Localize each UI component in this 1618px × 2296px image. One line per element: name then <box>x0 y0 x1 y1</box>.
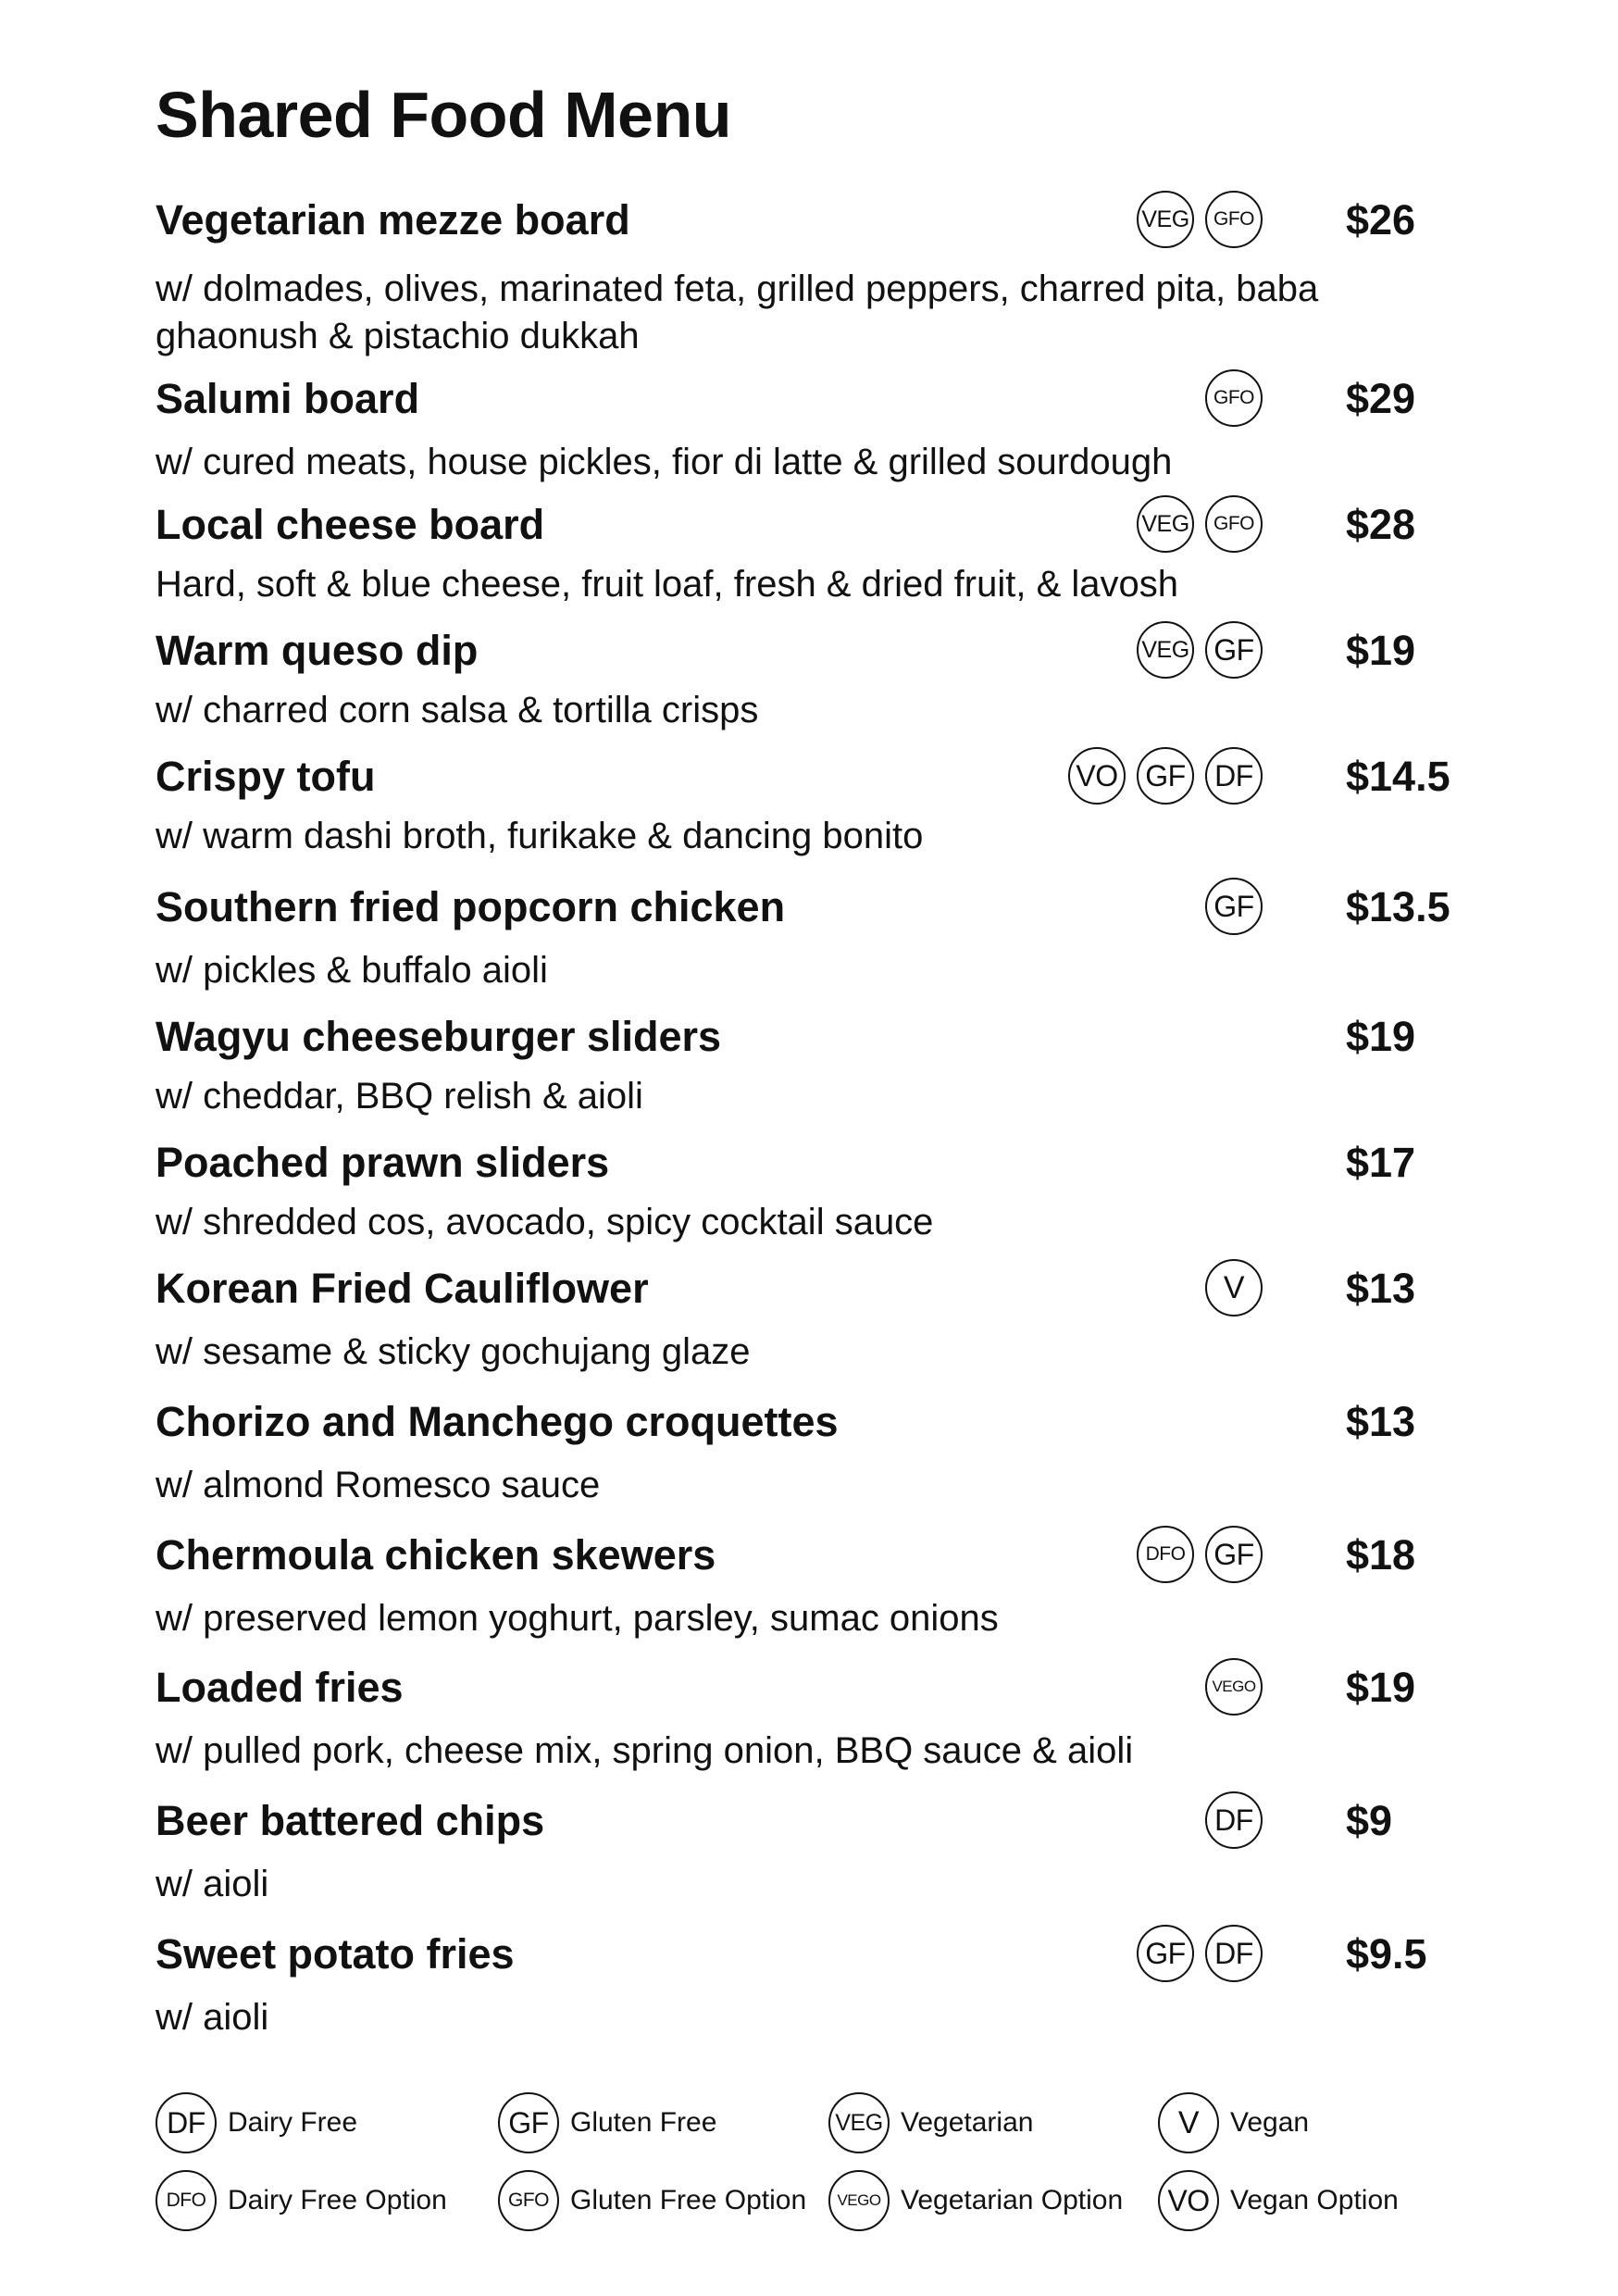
item-description: w/ shredded cos, avocado, spicy cocktail sauce <box>156 1202 934 1242</box>
item-name: Chorizo and Manchego croquettes <box>156 1398 839 1445</box>
item-description: w/ charred corn salsa & tortilla crisps <box>156 690 759 730</box>
page-title: Shared Food Menu <box>156 79 731 151</box>
dietary-badges <box>1205 878 1263 935</box>
legend-item <box>156 2170 447 2231</box>
dietary-badges <box>1137 495 1263 553</box>
gf-badge-icon: GF <box>1137 747 1194 805</box>
legend-item <box>498 2092 716 2153</box>
item-name: Korean Fried Cauliflower <box>156 1265 649 1312</box>
item-description: w/ warm dashi broth, furikake & dancing bonito <box>156 816 924 856</box>
item-name: Salumi board <box>156 375 420 422</box>
df-badge-icon: DF <box>1205 747 1263 805</box>
legend-label: Dairy Free <box>228 2107 358 2138</box>
legend-item <box>1158 2170 1399 2231</box>
item-price: $19 <box>1346 1013 1416 1060</box>
dietary-legend <box>156 2092 1470 2250</box>
item-price: $13 <box>1346 1265 1416 1312</box>
gfo-badge-icon: GFO <box>1205 495 1263 553</box>
gfo-badge-icon: GFO <box>1205 369 1263 427</box>
item-name: Beer battered chips <box>156 1797 545 1844</box>
legend-label: Gluten Free Option <box>570 2185 807 2215</box>
item-name: Sweet potato fries <box>156 1930 515 1978</box>
item-price: $14.5 <box>1346 753 1450 800</box>
item-price: $19 <box>1346 627 1416 674</box>
item-name: Crispy tofu <box>156 753 376 800</box>
gfo-badge-icon: GFO <box>1205 191 1263 248</box>
dietary-badges <box>1137 191 1263 248</box>
item-price: $17 <box>1346 1139 1416 1186</box>
dfo-badge-icon: DFO <box>1137 1526 1194 1583</box>
gf-badge-icon: GF <box>1205 621 1263 679</box>
legend-label: Vegan <box>1230 2107 1310 2138</box>
veg-badge-icon: VEG <box>828 2092 890 2153</box>
item-name: Vegetarian mezze board <box>156 196 630 243</box>
item-price: $26 <box>1346 196 1416 243</box>
dietary-badges <box>1068 747 1263 805</box>
item-price: $13 <box>1346 1398 1416 1445</box>
legend-label: Vegan Option <box>1230 2185 1399 2215</box>
item-description: w/ pickles & buffalo aioli <box>156 950 548 991</box>
legend-item <box>828 2170 1123 2231</box>
dfo-badge-icon: DFO <box>156 2170 217 2231</box>
v-badge-icon: V <box>1205 1259 1263 1316</box>
item-description: w/ cured meats, house pickles, fior di latte & grilled sourdough <box>156 442 1173 482</box>
item-description: w/ dolmades, olives, marinated feta, grilled peppers, charred pita, baba ghaonush & pistachio dukkah <box>156 268 1319 356</box>
item-description: Hard, soft & blue cheese, fruit loaf, fresh & dried fruit, & lavosh <box>156 564 1178 605</box>
legend-label: Gluten Free <box>570 2107 717 2138</box>
legend-label: Dairy Free Option <box>228 2185 447 2215</box>
v-badge-icon: V <box>1158 2092 1219 2153</box>
vo-badge-icon: VO <box>1068 747 1126 805</box>
gf-badge-icon: GF <box>1205 878 1263 935</box>
legend-item <box>156 2092 357 2153</box>
veg-badge-icon: VEG <box>1137 621 1194 679</box>
legend-label: Vegetarian <box>901 2107 1034 2138</box>
gf-badge-icon: GF <box>1137 1925 1194 1982</box>
df-badge-icon: DF <box>156 2092 217 2153</box>
item-name: Loaded fries <box>156 1664 404 1711</box>
df-badge-icon: DF <box>1205 1791 1263 1849</box>
vego-badge-icon: VEGO <box>828 2170 890 2231</box>
item-price: $9.5 <box>1346 1930 1427 1978</box>
item-name: Poached prawn sliders <box>156 1139 610 1186</box>
item-description: w/ cheddar, BBQ relish & aioli <box>156 1076 643 1117</box>
item-description: w/ pulled pork, cheese mix, spring onion, BBQ sauce & aioli <box>156 1730 1134 1771</box>
gf-badge-icon: GF <box>498 2092 559 2153</box>
dietary-badges <box>1137 621 1263 679</box>
item-price: $19 <box>1346 1664 1416 1711</box>
veg-badge-icon: VEG <box>1137 191 1194 248</box>
item-name: Chermoula chicken skewers <box>156 1531 716 1578</box>
item-description: w/ aioli <box>156 1864 269 1904</box>
vo-badge-icon: VO <box>1158 2170 1219 2231</box>
legend-item <box>1158 2092 1309 2153</box>
vego-badge-icon: VEGO <box>1205 1658 1263 1716</box>
dietary-badges <box>1137 1526 1263 1583</box>
dietary-badges <box>1205 1791 1263 1849</box>
item-price: $29 <box>1346 375 1416 422</box>
item-name: Warm queso dip <box>156 627 479 674</box>
dietary-badges <box>1137 1925 1263 1982</box>
item-description: w/ almond Romesco sauce <box>156 1465 601 1505</box>
item-price: $18 <box>1346 1531 1416 1578</box>
gf-badge-icon: GF <box>1205 1526 1263 1583</box>
df-badge-icon: DF <box>1205 1925 1263 1982</box>
legend-item <box>498 2170 806 2231</box>
item-description: w/ sesame & sticky gochujang glaze <box>156 1331 751 1372</box>
item-name: Wagyu cheeseburger sliders <box>156 1013 722 1060</box>
dietary-badges <box>1205 369 1263 427</box>
item-price: $28 <box>1346 501 1416 548</box>
item-description: w/ aioli <box>156 1997 269 2038</box>
item-name: Local cheese board <box>156 501 545 548</box>
item-description: w/ preserved lemon yoghurt, parsley, sumac onions <box>156 1598 999 1639</box>
legend-item <box>828 2092 1033 2153</box>
item-name: Southern fried popcorn chicken <box>156 883 786 930</box>
gfo-badge-icon: GFO <box>498 2170 559 2231</box>
dietary-badges <box>1205 1259 1263 1316</box>
dietary-badges <box>1205 1658 1263 1716</box>
legend-label: Vegetarian Option <box>901 2185 1124 2215</box>
veg-badge-icon: VEG <box>1137 495 1194 553</box>
item-price: $9 <box>1346 1797 1393 1844</box>
item-price: $13.5 <box>1346 883 1450 930</box>
